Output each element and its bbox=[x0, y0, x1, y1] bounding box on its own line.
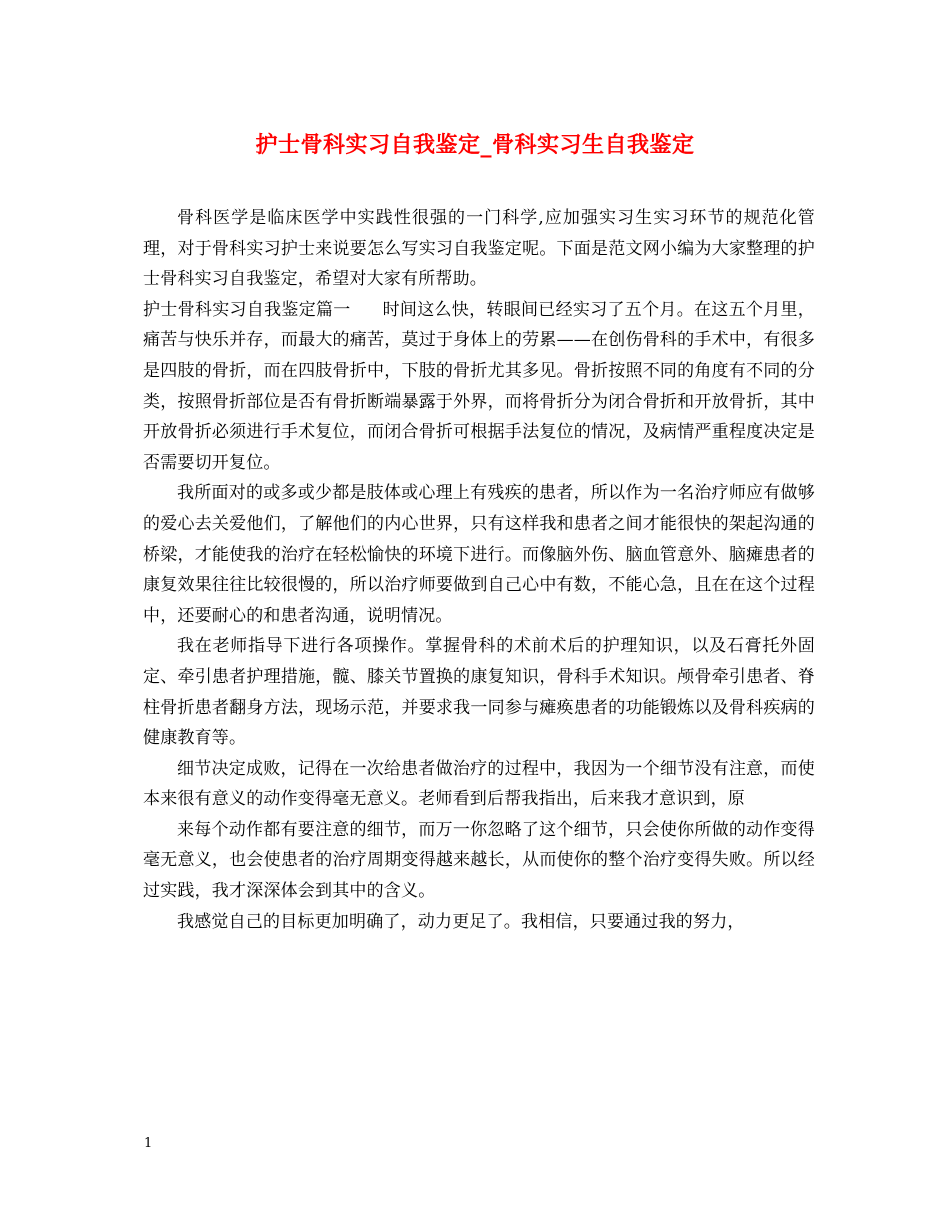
body-paragraph: 我在老师指导下进行各项操作。掌握骨科的术前术后的护理知识，以及石膏托外固定、牵引患者护理措施，髋、膝关节置换的康复知识，骨科手术知识。颅骨牵引患者、脊柱骨折患者翻身方法，现场示范，并要求我一同参与瘫痪患者的功能锻炼以及骨科疾病的健康教育等。 bbox=[143, 636, 815, 749]
body-paragraph: 我感觉自己的目标更加明确了，动力更足了。我相信，只要通过我的努力， bbox=[177, 911, 745, 932]
section-paragraph-text: 时间这么快，转眼间已经实习了五个月。在这五个月里，痛苦与快乐并存，而最大的痛苦，莫过于身体上的劳累——在创伤骨科的手术中，有很多是四肢的骨折，而在四肢骨折中，下肢的骨折尤其多见。骨折按照不同的角度有不同的分类，按照骨折部位是否有骨折断端暴露于外界，而将骨折分为闭合骨折和开放骨折，其中开放骨折必须进行手术复位，而闭合骨折可根据手法复位的情况，及病情严重程度决定是否需要切开复位。 bbox=[143, 299, 816, 473]
body-paragraph: 来每个动作都有要注意的细节，而万一你忽略了这个细节，只会使你所做的动作变得毫无意义，也会使患者的治疗周期变得越来越长，从而使你的整个治疗变得失败。所以经过实践，我才深深体会到其中的含义。 bbox=[143, 819, 815, 902]
page-number: 1 bbox=[144, 1136, 153, 1151]
body-paragraph: 细节决定成败，记得在一次给患者做治疗的过程中，我因为一个细节没有注意，而使本来很有意义的动作变得毫无意义。老师看到后帮我指出，后来我才意识到，原 bbox=[143, 758, 815, 810]
body-paragraph: 我所面对的或多或少都是肢体或心理上有残疾的患者，所以作为一名治疗师应有做够的爱心去关爱他们，了解他们的内心世界，只有这样我和患者之间才能很快的架起沟通的桥梁，才能使我的治疗在轻松愉快的环境下进行。而像脑外伤、脑血管意外、脑瘫患者的康复效果往往比较很慢的，所以治疗师要做到自己心中有数，不能心急，且在在这个过程中，还要耐心的和患者沟通，说明情况。 bbox=[143, 483, 815, 626]
document-body bbox=[143, 203, 815, 937]
section-label: 护士骨科实习自我鉴定篇一 bbox=[143, 299, 351, 320]
intro-paragraph: 骨科医学是临床医学中实践性很强的一门科学,应加强实习生实习环节的规范化管理，对于骨科实习护士来说要怎么写实习自我鉴定呢。下面是范文网小编为大家整理的护士骨科实习自我鉴定，希望对大家有所帮助。 bbox=[143, 208, 815, 290]
section-paragraph bbox=[143, 295, 815, 479]
document-title: 护士骨科实习自我鉴定_骨科实习生自我鉴定 bbox=[255, 132, 695, 158]
